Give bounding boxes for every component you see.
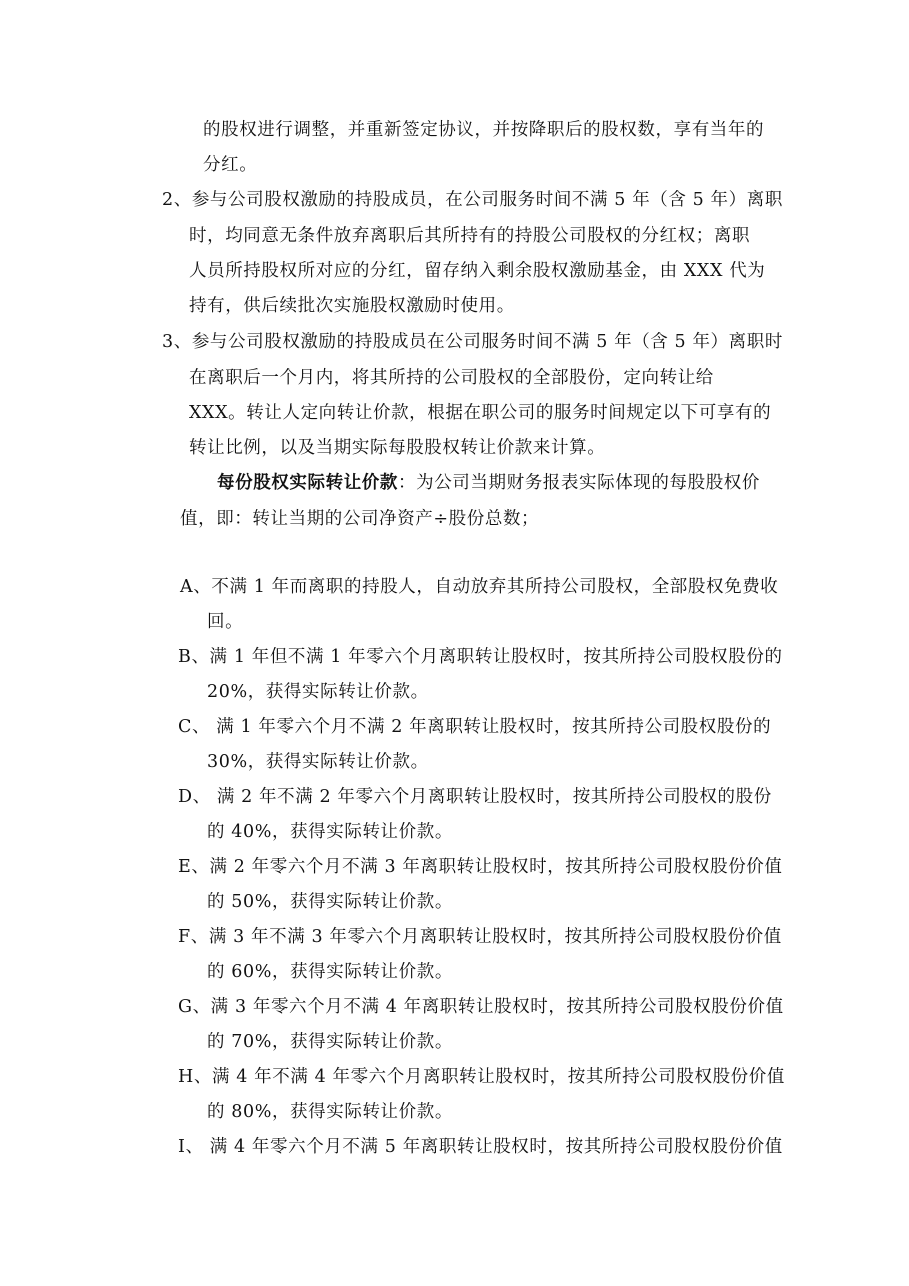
rule-h-line-1: H、满 4 年不满 4 年零六个月离职转让股权时，按其所持公司股权股份价值 [178, 1067, 785, 1087]
clause-2-line-4: 持有，供后续批次实施股权激励时使用。 [189, 296, 515, 316]
rule-d-line-2: 的 40%，获得实际转让价款。 [207, 822, 453, 842]
definition-term: 每份股权实际转让价款 [217, 473, 398, 493]
clause-3-line-2: 在离职后一个月内，将其所持的公司股权的全部股份，定向转让给 [189, 368, 714, 388]
rule-a-line-1: A、不满 1 年而离职的持股人，自动放弃其所持公司股权，全部股权免费收 [180, 577, 779, 597]
rule-f-line-1: F、满 3 年不满 3 年零六个月离职转让股权时，按其所持公司股权股份价值 [178, 927, 782, 947]
rule-e-line-2: 的 50%，获得实际转让价款。 [207, 892, 453, 912]
rule-c-line-1: C、 满 1 年零六个月不满 2 年离职转让股权时，按其所持公司股权股份的 [178, 717, 772, 737]
rule-d-line-1: D、 满 2 年不满 2 年零六个月离职转让股权时，按其所持公司股权的股份 [178, 787, 772, 807]
rule-g-line-2: 的 70%，获得实际转让价款。 [207, 1032, 453, 1052]
clause-2-line-3: 人员所持股权所对应的分红，留存纳入剩余股权激励基金，由 XXX 代为 [189, 261, 766, 281]
rule-g-line-1: G、满 3 年零六个月不满 4 年离职转让股权时，按其所持公司股权股份价值 [178, 997, 784, 1017]
rule-b-line-2: 20%，获得实际转让价款。 [207, 682, 429, 702]
clause-3-line-3: XXX。转让人定向转让价款，根据在职公司的服务时间规定以下可享有的 [189, 403, 772, 423]
rule-b-line-1: B、满 1 年但不满 1 年零六个月离职转让股权时，按其所持公司股权股份的 [178, 647, 783, 667]
clause-2-line-2: 时，均同意无条件放弃离职后其所持有的持股公司股权的分红权；离职 [189, 226, 751, 246]
definition-text: ：为公司当期财务报表实际体现的每股股权价 [398, 473, 760, 493]
definition-line-2: 值，即：转让当期的公司净资产÷股份总数； [180, 509, 540, 529]
continuation-line-1: 的股权进行调整，并重新签定协议，并按降职后的股权数，享有当年的 [203, 120, 765, 140]
clause-2-line-1: 2、参与公司股权激励的持股成员，在公司服务时间不满 5 年（含 5 年）离职 [162, 190, 783, 210]
definition-line-1 [217, 471, 760, 495]
rule-i-line-1: I、 满 4 年零六个月不满 5 年离职转让股权时，按其所持公司股权股份价值 [178, 1137, 783, 1157]
rule-e-line-1: E、满 2 年零六个月不满 3 年离职转让股权时，按其所持公司股权股份价值 [178, 857, 783, 877]
rule-f-line-2: 的 60%，获得实际转让价款。 [207, 962, 453, 982]
clause-3-line-1: 3、参与公司股权激励的持股成员在公司服务时间不满 5 年（含 5 年）离职时 [162, 332, 783, 352]
continuation-line-2: 分红。 [203, 155, 258, 175]
rule-h-line-2: 的 80%，获得实际转让价款。 [207, 1102, 453, 1122]
rule-c-line-2: 30%，获得实际转让价款。 [207, 752, 429, 772]
rule-a-line-2: 回。 [207, 612, 244, 632]
clause-3-line-4: 转让比例，以及当期实际每股股权转让价款来计算。 [189, 438, 606, 458]
